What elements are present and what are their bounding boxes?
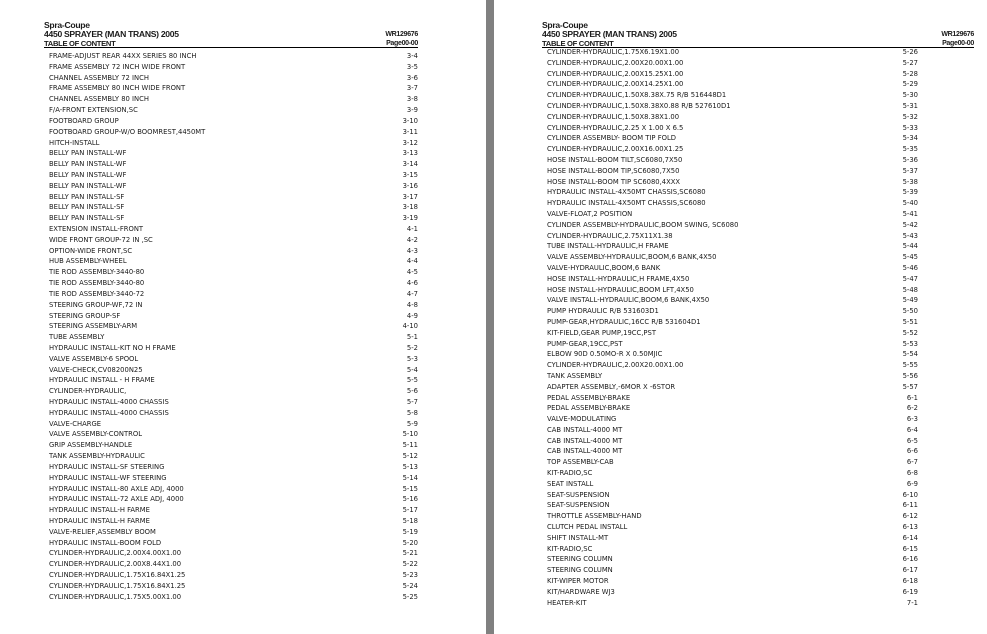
- document-page-right: [494, 0, 987, 634]
- toc-entry-page: 5-44: [902, 242, 918, 251]
- toc-entry-page: 5-55: [902, 361, 918, 370]
- toc-entry-title: CLUTCH PEDAL INSTALL: [547, 523, 628, 532]
- toc-entry-title: BELLY PAN INSTALL-WF: [49, 149, 127, 158]
- toc-entry-page: 5-6: [406, 387, 418, 396]
- toc-entry-title: GRIP ASSEMBLY-HANDLE: [49, 441, 133, 450]
- toc-entry-page: 5-24: [402, 581, 418, 590]
- toc-entry-page: 5-33: [902, 123, 918, 132]
- toc-entry-page: 5-25: [402, 592, 418, 601]
- toc-entry-title: THROTTLE ASSEMBLY-HAND: [547, 512, 642, 521]
- toc-entry-page: 6-17: [902, 566, 918, 575]
- toc-entry-title: CHANNEL ASSEMBLY 80 INCH: [49, 95, 149, 104]
- toc-entry-title: CYLINDER-HYDRAULIC,1.50X8.38X0.88 R/B 527610D1: [547, 101, 731, 110]
- toc-entry-page: 4-8: [406, 300, 418, 309]
- toc-entry-page: 5-1: [406, 333, 418, 342]
- toc-entry-title: CAB INSTALL-4000 MT: [547, 447, 623, 456]
- toc-entry-title: EXTENSION INSTALL-FRONT: [49, 225, 144, 233]
- toc-entry-page: 3-16: [402, 181, 418, 190]
- toc-entry-title: HOSE INSTALL-HYDRAULIC,H FRAME,4X50: [547, 274, 690, 283]
- toc-entry-title: CYLINDER-HYDRAULIC,2.00X20.00X1.00: [547, 58, 684, 67]
- toc-entry-page: 5-46: [902, 263, 918, 272]
- toc-entry-title: HYDRAULIC INSTALL-72 AXLE ADJ, 4000: [49, 495, 184, 504]
- toc-entry-title: CYLINDER-HYDRAULIC,2.00X8.44X1.00: [49, 560, 182, 569]
- toc-entry-page: 3-7: [406, 84, 418, 93]
- toc-entry-title: CYLINDER ASSEMBLY-HYDRAULIC,BOOM SWING, SC6080: [547, 220, 739, 229]
- toc-entry-page: 4-5: [406, 268, 418, 277]
- toc-entry-title: SHIFT INSTALL-MT: [547, 533, 609, 542]
- toc-entry-title: FRAME ASSEMBLY 72 INCH WIDE FRONT: [49, 62, 186, 71]
- toc-entry-page: 5-49: [902, 296, 918, 305]
- toc-entry-page: 5-8: [406, 408, 418, 417]
- toc-entry-page: 3-13: [402, 149, 418, 158]
- toc-entry-title: TIE ROD ASSEMBLY-3440-72: [49, 289, 145, 298]
- toc-entry-title: CYLINDER-HYDRAULIC,2.00X16.00X1.25: [547, 145, 684, 154]
- toc-entry-page: 5-57: [902, 382, 918, 391]
- toc-entry-page: 5-50: [902, 307, 918, 316]
- toc-entry-page: 5-47: [902, 274, 918, 283]
- toc-entry-title: HUB ASSEMBLY-WHEEL: [49, 257, 127, 266]
- toc-entry-title: TANK ASSEMBLY: [547, 371, 603, 380]
- toc-entry-page: 3-10: [402, 116, 418, 125]
- toc-entry-title: CYLINDER-HYDRAULIC,2.25 X 1.00 X 6.5: [547, 123, 684, 132]
- toc-entry-title: TIE ROD ASSEMBLY-3440-80: [49, 268, 145, 277]
- toc-entry-title: TOP ASSEMBLY-CAB: [547, 458, 614, 467]
- toc-entry-page: 5-37: [902, 166, 918, 175]
- toc-entry-page: 5-42: [902, 220, 918, 229]
- toc-entry-title: HYDRAULIC INSTALL-H FARME: [49, 516, 150, 525]
- toc-entry-title: CYLINDER-HYDRAULIC,1.75X16.84X1.25: [49, 571, 186, 579]
- toc-entry-page: 4-1: [406, 225, 418, 233]
- toc-entry-page: 6-1: [906, 393, 918, 402]
- toc-entry-page: 4-10: [402, 322, 418, 331]
- toc-entry-title: CYLINDER-HYDRAULIC,2.75X11X1.38: [547, 231, 673, 240]
- document-page-left: [0, 0, 486, 634]
- document-title: 4450 SPRAYER (MAN TRANS) 2005: [542, 29, 677, 39]
- toc-entry-title: VALVE-CHARGE: [49, 419, 102, 428]
- toc-entry-page: 5-56: [902, 371, 918, 380]
- toc-entry-title: VALVE ASSEMBLY-6 SPOOL: [49, 354, 139, 363]
- page-separator: [486, 0, 494, 634]
- toc-entry-title: CYLINDER-HYDRAULIC,1.75X6.19X1.00: [547, 48, 680, 56]
- toc-entry-page: 3-14: [402, 160, 418, 169]
- toc-entry-page: 5-48: [902, 285, 918, 294]
- toc-entry-title: STEERING ASSEMBLY-ARM: [49, 322, 138, 331]
- toc-entry-title: HYDRAULIC INSTALL-4X50MT CHASSIS,SC6080: [547, 188, 706, 197]
- document-number: WR129676: [941, 31, 974, 38]
- toc-entry-page: 6-13: [902, 523, 918, 532]
- page-reference: Page00-00: [386, 40, 418, 47]
- toc-entry-title: HYDRAULIC INSTALL-WF STEERING: [49, 473, 167, 482]
- toc-entry-title: KIT-WIPER MOTOR: [547, 577, 609, 586]
- toc-entry-title: VALVE-HYDRAULIC,BOOM,6 BANK: [547, 263, 661, 272]
- toc-entry-page: 6-18: [902, 577, 918, 586]
- toc-entry-title: PUMP-GEAR,HYDRAULIC,16CC R/B 531604D1: [547, 317, 701, 326]
- toc-entry-page: 3-17: [402, 192, 418, 201]
- toc-entry-title: FRAME ASSEMBLY 80 INCH WIDE FRONT: [49, 84, 186, 93]
- page-header: [44, 21, 418, 48]
- toc-entry-page: 6-7: [906, 458, 918, 467]
- toc-entry-title: CYLINDER-HYDRAULIC,1.50X8.38X1.00: [547, 112, 680, 121]
- toc-entry-page: 3-19: [402, 214, 418, 223]
- toc-entry-title: BELLY PAN INSTALL-WF: [49, 170, 127, 179]
- toc-entry-title: SEAT-SUSPENSION: [547, 501, 610, 510]
- toc-entry-title: FRAME-ADJUST REAR 44XX SERIES 80 INCH: [49, 52, 197, 60]
- toc-entry-page: 4-6: [406, 279, 418, 288]
- toc-entry-title: PUMP HYDRAULIC R/B 531603D1: [547, 307, 659, 316]
- toc-entry-title: WIDE FRONT GROUP-72 IN ,SC: [49, 235, 153, 244]
- toc-entry-page: 5-5: [406, 376, 418, 385]
- toc-entry-title: OPTION-WIDE FRONT,SC: [49, 246, 133, 255]
- toc-entry-page: 5-4: [406, 365, 418, 374]
- toc-entry-page: 6-2: [906, 404, 918, 413]
- toc-entry-title: STEERING COLUMN: [547, 555, 613, 564]
- toc-entry-page: 5-45: [902, 253, 918, 262]
- toc-entry-page: 6-5: [906, 436, 918, 445]
- page-reference: Page00-00: [942, 40, 974, 47]
- toc-entry-page: 3-6: [406, 73, 418, 82]
- toc-entry-title: HOSE INSTALL-HYDRAULIC,BOOM LFT,4X50: [547, 285, 694, 294]
- toc-entry-title: FOOTBOARD GROUP: [49, 116, 119, 125]
- toc-entry-page: 5-29: [902, 80, 918, 89]
- toc-entry-page: 5-3: [406, 354, 418, 363]
- toc-entry-page: 3-12: [402, 138, 418, 147]
- toc-entry-page: 5-16: [402, 495, 418, 504]
- toc-entry-page: 5-21: [402, 549, 418, 558]
- toc-entry-page: 6-19: [902, 587, 918, 596]
- toc-entry-page: 4-7: [406, 289, 418, 298]
- toc-heading: TABLE OF CONTENT: [44, 39, 116, 48]
- toc-entry-title: CYLINDER-HYDRAULIC,2.00X15.25X1.00: [547, 69, 684, 78]
- toc-entry-title: VALVE-RELIEF,ASSEMBLY BOOM: [49, 527, 156, 536]
- toc-entry-page: 5-43: [902, 231, 918, 240]
- brand-name: Spra-Coupe: [44, 20, 90, 30]
- toc-entry-title: CYLINDER-HYDRAULIC,1.50X8.38X.75 R/B 516448D1: [547, 91, 727, 100]
- toc-entry-page: 5-17: [402, 506, 418, 515]
- toc-entry-title: BELLY PAN INSTALL-WF: [49, 181, 127, 190]
- toc-entry-title: ELBOW 90D 0.50MO-R X 0.50MJIC: [547, 350, 663, 359]
- toc-entry-title: VALVE-FLOAT,2 POSITION: [547, 209, 633, 218]
- brand-name: Spra-Coupe: [542, 20, 588, 30]
- toc-entry-page: 6-10: [902, 490, 918, 499]
- toc-entry-page: 6-12: [902, 512, 918, 521]
- toc-entry-title: CAB INSTALL-4000 MT: [547, 425, 623, 434]
- toc-entry-title: HOSE INSTALL-BOOM TIP,SC6080,7X50: [547, 166, 680, 175]
- toc-entry-page: 3-5: [406, 62, 418, 71]
- toc-entry-page: 6-6: [906, 447, 918, 456]
- toc-entry-page: 5-18: [402, 516, 418, 525]
- toc-entry-page: 5-35: [902, 145, 918, 154]
- toc-entry-page: 5-32: [902, 112, 918, 121]
- toc-entry-page: 5-23: [402, 571, 418, 579]
- toc-entry-title: VALVE-MODULATING: [547, 415, 617, 424]
- toc-entry-page: 5-27: [902, 58, 918, 67]
- toc-entry-title: HYDRAULIC INSTALL-4000 CHASSIS: [49, 398, 169, 406]
- toc-entry-title: CHANNEL ASSEMBLY 72 INCH: [49, 73, 149, 82]
- toc-entry-page: 5-54: [902, 350, 918, 359]
- toc-entry-page: 5-36: [902, 155, 918, 164]
- toc-entry-title: SEAT INSTALL: [547, 479, 594, 488]
- toc-entry-page: 5-38: [902, 177, 918, 186]
- toc-entry-title: CYLINDER-HYDRAULIC,: [49, 387, 127, 396]
- page-header: [542, 21, 974, 48]
- toc-entry-page: 3-8: [406, 95, 418, 104]
- toc-entry-title: SEAT-SUSPENSION: [547, 490, 610, 499]
- toc-entry-page: 5-39: [902, 188, 918, 197]
- toc-entry-title: VALVE ASSEMBLY-HYDRAULIC,BOOM,6 BANK,4X50: [547, 253, 717, 262]
- toc-entry-title: HOSE INSTALL-BOOM TILT,SC6080,7X50: [547, 155, 683, 164]
- toc-entry-page: 4-2: [406, 235, 418, 244]
- toc-entry-page: 6-16: [902, 555, 918, 564]
- toc-entry-title: CAB INSTALL-4000 MT: [547, 436, 623, 445]
- toc-entry-page: 5-19: [402, 527, 418, 536]
- toc-entry-title: STEERING GROUP-SF: [49, 311, 121, 320]
- toc-entry-page: 5-40: [902, 199, 918, 208]
- toc-entry-page: 5-30: [902, 91, 918, 100]
- toc-entry-page: 5-34: [902, 134, 918, 143]
- toc-entry-title: CYLINDER-HYDRAULIC,1.75X5.00X1.00: [49, 592, 182, 601]
- toc-entry-page: 4-3: [406, 246, 418, 255]
- toc-entry-title: CYLINDER-HYDRAULIC,1.75X16.84X1.25: [49, 581, 186, 590]
- toc-entry-page: 5-31: [902, 101, 918, 110]
- toc-entry-title: KIT-RADIO,SC: [547, 544, 593, 553]
- toc-entry-title: BELLY PAN INSTALL-SF: [49, 203, 125, 212]
- toc-entry-title: TUBE INSTALL-HYDRAULIC,H FRAME: [547, 242, 669, 251]
- toc-entry-title: VALVE-CHECK,CV08200N25: [49, 365, 143, 374]
- toc-entry-title: HYDRAULIC INSTALL-SF STEERING: [49, 462, 165, 471]
- toc-entry-page: 5-13: [402, 462, 418, 471]
- toc-entry-title: BELLY PAN INSTALL-SF: [49, 214, 125, 223]
- document-number: WR129676: [385, 31, 418, 38]
- toc-entry-title: TUBE ASSEMBLY: [49, 333, 105, 342]
- toc-entry-page: 5-28: [902, 69, 918, 78]
- toc-entry-title: HYDRAULIC INSTALL-80 AXLE ADJ, 4000: [49, 484, 184, 493]
- toc-entry-page: 5-22: [402, 560, 418, 569]
- toc-entry-title: PEDAL ASSEMBLY-BRAKE: [547, 393, 631, 402]
- toc-entry-page: 5-14: [402, 473, 418, 482]
- toc-entry-title: STEERING GROUP-WF,72 IN: [49, 300, 143, 309]
- toc-entry-title: CYLINDER-HYDRAULIC,2.00X20.00X1.00: [547, 361, 684, 370]
- toc-entry-title: CYLINDER-HYDRAULIC,2.00X14.25X1.00: [547, 80, 684, 89]
- toc-entry-page: 5-10: [402, 430, 418, 439]
- toc-entry-page: 6-3: [906, 415, 918, 424]
- toc-entry-title: CYLINDER-HYDRAULIC,2.00X4.00X1.00: [49, 549, 182, 558]
- toc-heading: TABLE OF CONTENT: [542, 39, 614, 48]
- toc-entry-title: HYDRAULIC INSTALL-4X50MT CHASSIS,SC6080: [547, 199, 706, 208]
- toc-entry-page: 5-53: [902, 339, 918, 348]
- toc-entry-page: 5-7: [406, 398, 418, 406]
- toc-entry-page: 5-12: [402, 452, 418, 461]
- toc-entry-title: HOSE INSTALL-BOOM TIP SC6080,4XXX: [547, 177, 681, 186]
- toc-entry-page: 6-9: [906, 479, 918, 488]
- toc-entry-title: BELLY PAN INSTALL-SF: [49, 192, 125, 201]
- toc-entry-page: 5-11: [402, 441, 418, 450]
- toc-entry-page: 4-9: [406, 311, 418, 320]
- toc-entry-title: FOOTBOARD GROUP-W/O BOOMREST,4450MT: [49, 127, 206, 136]
- toc-entry-page: 5-52: [902, 328, 918, 337]
- toc-entry-title: CYLINDER ASSEMBLY- BOOM TIP FOLD: [547, 134, 676, 143]
- toc-entry-title: VALVE ASSEMBLY-CONTROL: [49, 430, 142, 439]
- toc-entry-page: 5-9: [406, 419, 418, 428]
- toc-entry-title: HYDRAULIC INSTALL-4000 CHASSIS: [49, 408, 169, 417]
- toc-entry-page: 5-20: [402, 538, 418, 547]
- toc-entry-title: KIT-RADIO,SC: [547, 469, 593, 478]
- toc-entry-title: ADAPTER ASSEMBLY,-6MOR X -6STOR: [547, 382, 676, 391]
- toc-entry-page: 6-8: [906, 469, 918, 478]
- toc-entry-page: 5-2: [406, 343, 418, 352]
- toc-entry-title: HYDRAULIC INSTALL-BOOM FOLD: [49, 538, 162, 547]
- toc-entry-title: KIT/HARDWARE WJ3: [547, 587, 615, 596]
- toc-entry-page: 4-4: [406, 257, 418, 266]
- toc-entry-title: PUMP-GEAR,19CC,PST: [547, 339, 623, 348]
- toc-entry-page: 3-15: [402, 170, 418, 179]
- toc-entry-title: HEATER-KIT: [547, 598, 587, 607]
- toc-entry-page: 6-11: [902, 501, 918, 510]
- toc-entry-title: HYDRAULIC INSTALL-KIT NO H FRAME: [49, 343, 176, 352]
- toc-entry-page: 6-4: [906, 425, 918, 434]
- toc-entry-page: 3-18: [402, 203, 418, 212]
- toc-entry-title: VALVE INSTALL-HYDRAULIC,BOOM,6 BANK,4X50: [547, 296, 710, 305]
- toc-entry-title: TIE ROD ASSEMBLY-3440-80: [49, 279, 145, 288]
- toc-entry-page: 5-26: [902, 48, 918, 56]
- toc-entry-page: 7-1: [906, 598, 918, 607]
- toc-entry-title: BELLY PAN INSTALL-WF: [49, 160, 127, 169]
- toc-entry-title: KIT-FIELD,GEAR PUMP,19CC,PST: [547, 328, 656, 337]
- toc-entry-page: 5-41: [902, 209, 918, 218]
- toc-entry-page: 5-51: [902, 317, 918, 326]
- toc-entry-page: 3-9: [406, 106, 418, 115]
- toc-entry-page: 6-15: [902, 544, 918, 553]
- toc-entry-title: HYDRAULIC INSTALL-H FARME: [49, 506, 150, 515]
- toc-entry-title: TANK ASSEMBLY-HYDRAULIC: [49, 452, 145, 461]
- document-title: 4450 SPRAYER (MAN TRANS) 2005: [44, 29, 179, 39]
- toc-entry-title: HITCH-INSTALL: [49, 138, 100, 147]
- toc-entry-page: 3-4: [406, 52, 418, 60]
- toc-entry-page: 6-14: [902, 533, 918, 542]
- toc-entry-page: 5-15: [402, 484, 418, 493]
- toc-entry-title: F/A-FRONT EXTENSION,SC: [49, 106, 138, 115]
- toc-entry-title: STEERING COLUMN: [547, 566, 613, 575]
- toc-entry-title: HYDRAULIC INSTALL - H FRAME: [49, 376, 155, 385]
- header-rule: [44, 47, 418, 48]
- toc-entry-title: PEDAL ASSEMBLY-BRAKE: [547, 404, 631, 413]
- toc-entry-page: 3-11: [402, 127, 418, 136]
